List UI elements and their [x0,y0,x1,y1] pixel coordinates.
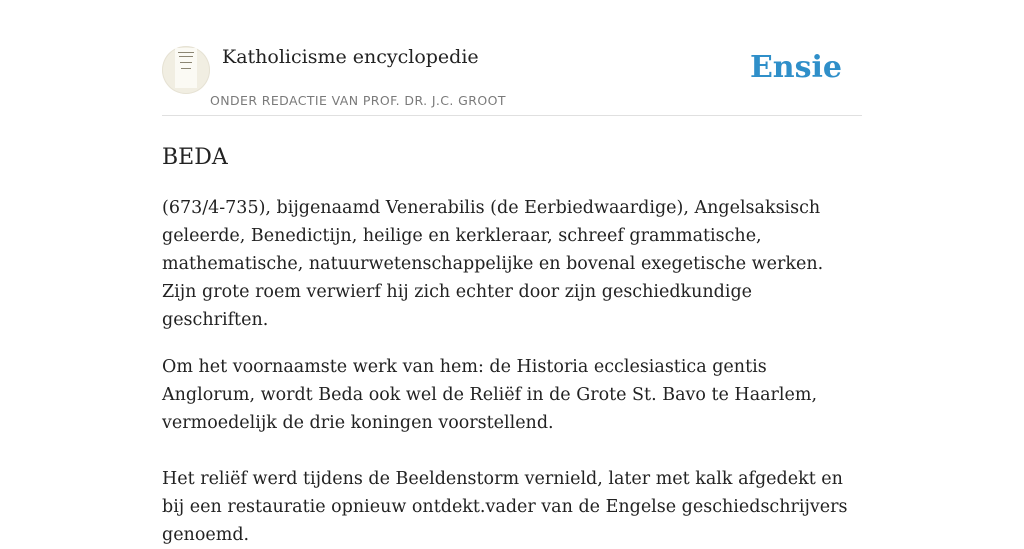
cover-line [180,62,192,63]
book-editor-subtitle: ONDER REDACTIE VAN PROF. DR. J.C. GROOT [210,93,506,108]
page-container [162,0,862,549]
entry-paragraph: (673/4-735), bijgenaamd Venerabilis (de Eerbiedwaardige), Angelsaksisch geleerde, Benedictijn, heilige en kerkleraar, schreef grammatische, mathematische, natuurwetenschappelijke en bovenal exegetische werken. Zijn grote roem verwierf hij zich echter door zijn geschiedkundige geschriften. [162,198,824,330]
entry-paragraph: Het reliëf werd tijdens de Beeldenstorm vernield, later met kalk afgedekt en bij een restauratie opnieuw ontdekt.vader van de Engelse geschiedschrijvers genoemd. [162,469,848,545]
ensie-logo[interactable]: Ensie [749,50,842,85]
cover-line [179,56,193,57]
cover-line [178,52,194,53]
entry-title: BEDA [162,145,228,170]
cover-line [181,68,191,69]
entry-paragraph: Om het voornaamste werk van hem: de Historia ecclesiastica gentis Anglorum, wordt Beda ook wel de Reliëf in de Grote St. Bavo te Haarlem, vermoedelijk de drie koningen voorstellend. [162,357,818,433]
book-cover-icon[interactable] [162,46,210,94]
book-title[interactable]: Katholicisme encyclopedie [222,46,479,68]
page-header [162,0,862,116]
